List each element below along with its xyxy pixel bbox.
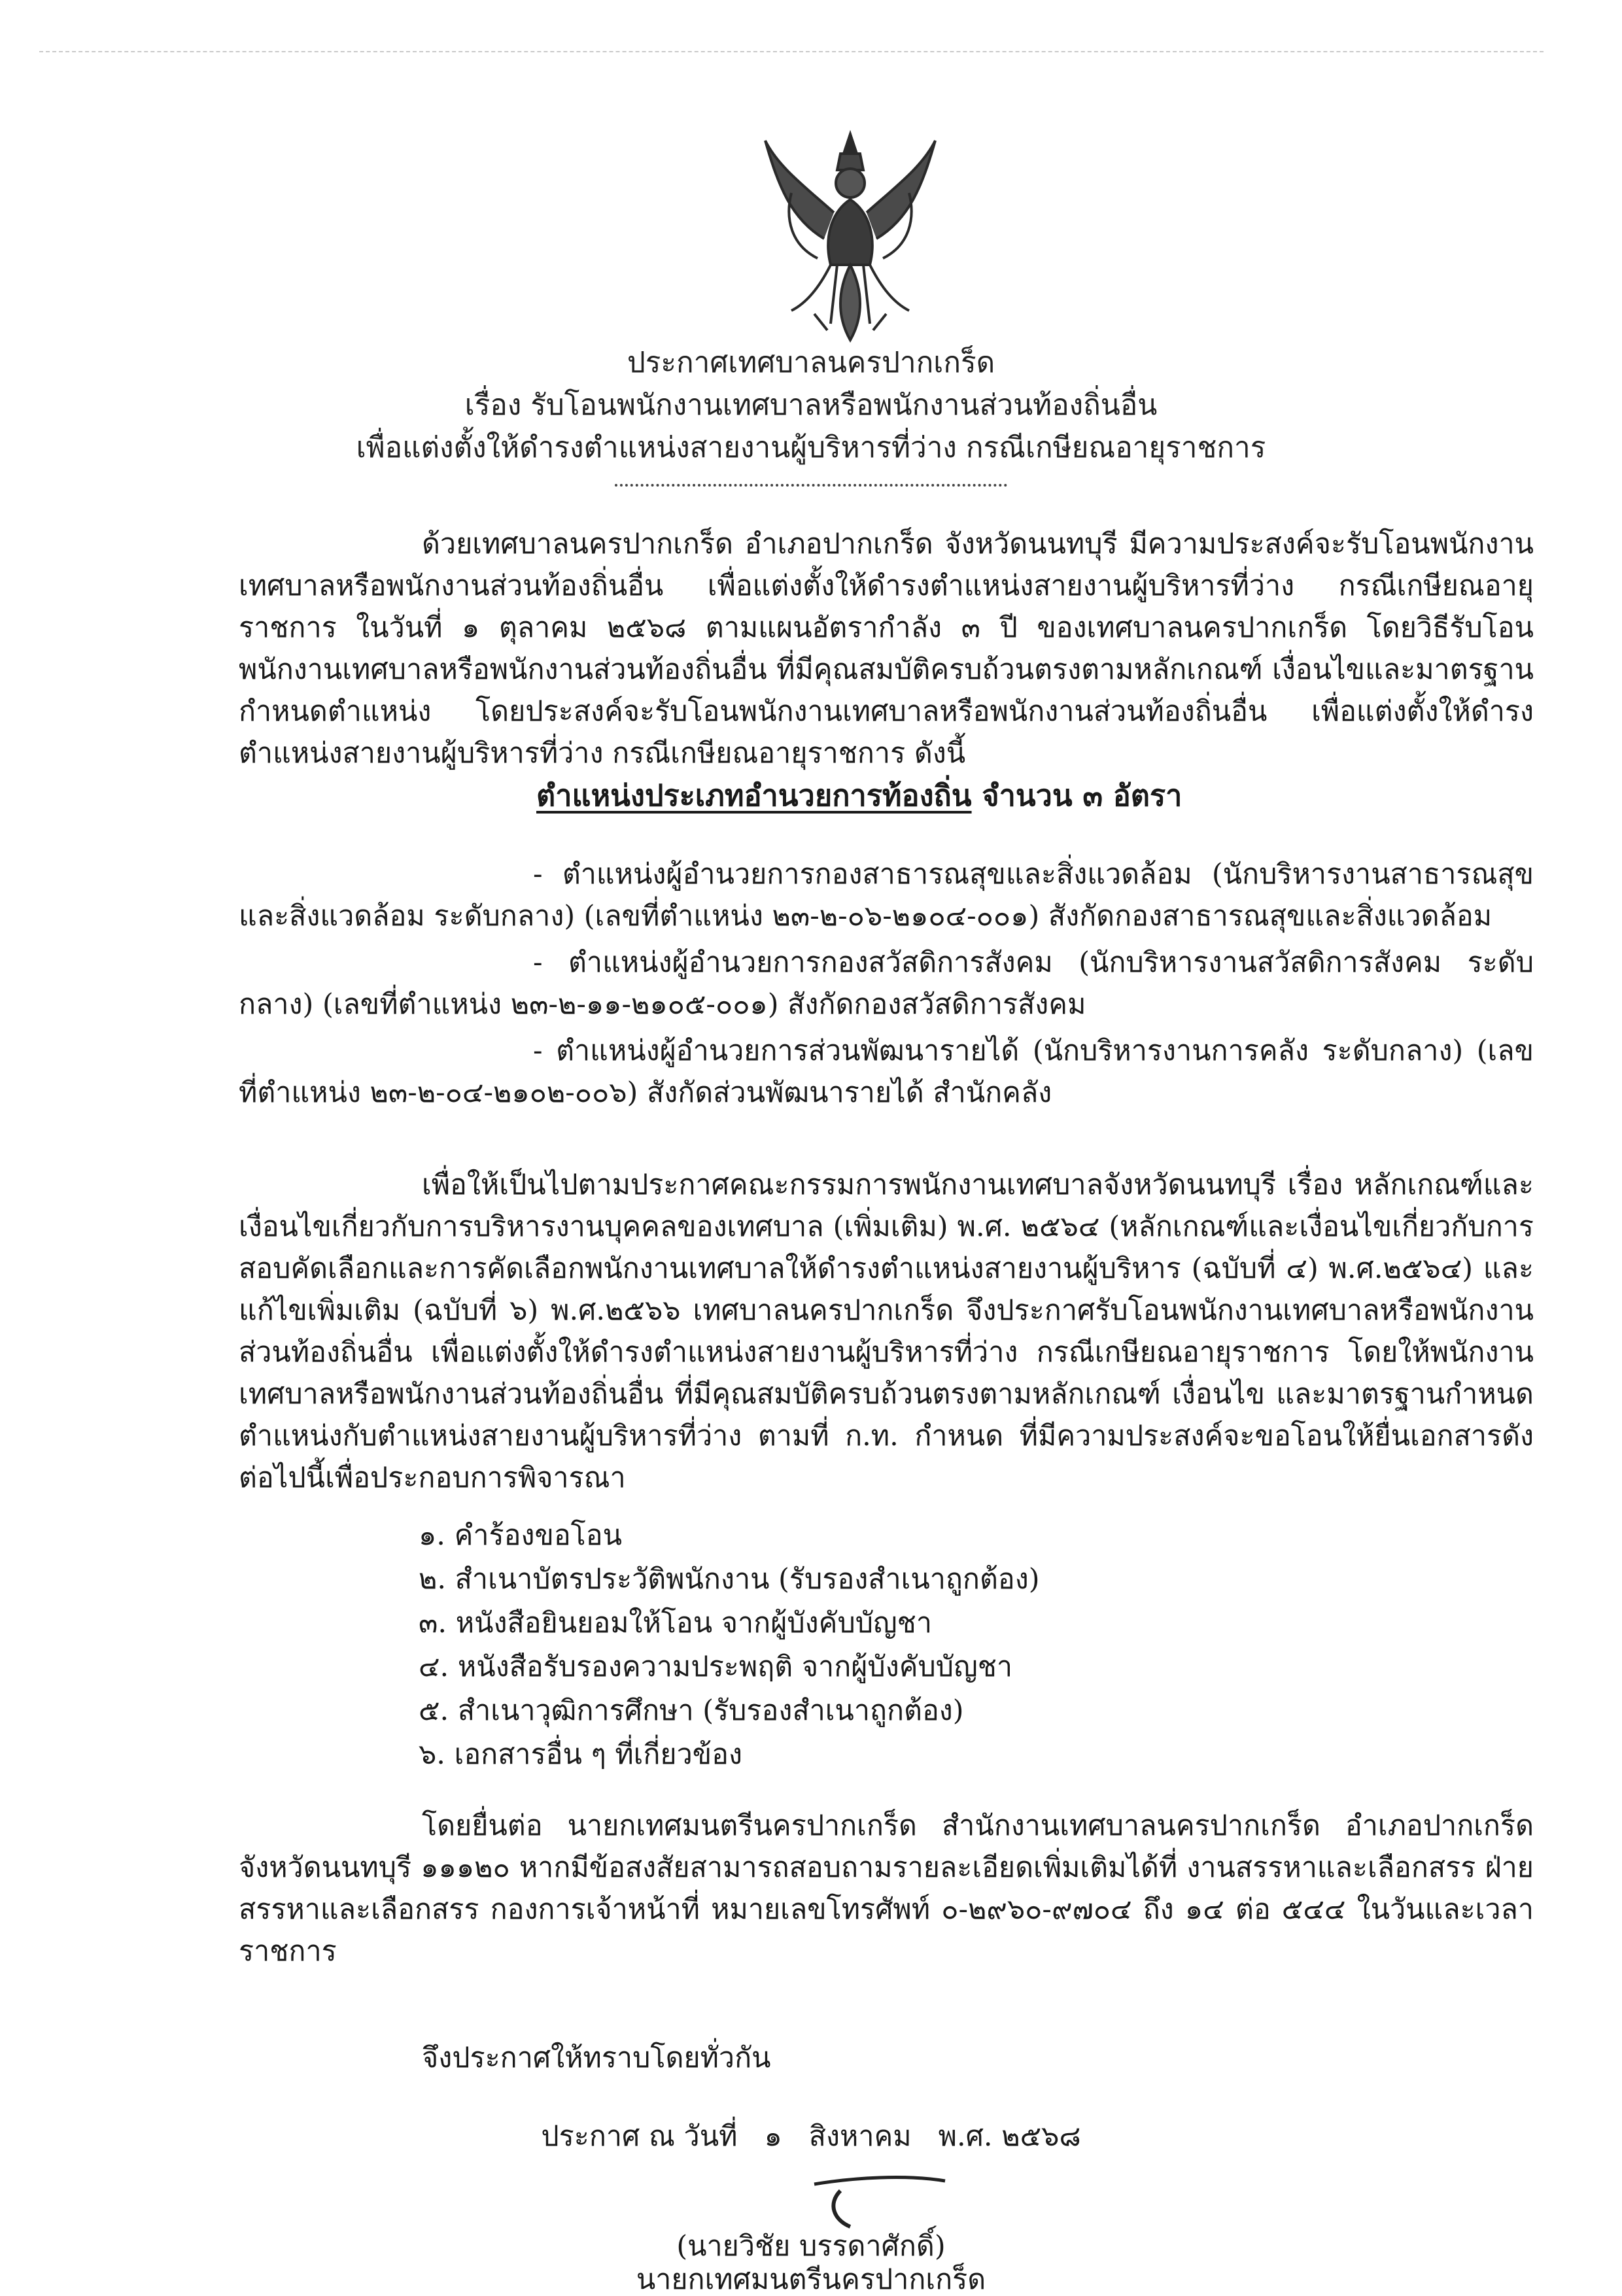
position-item: - ตำแหน่งผู้อำนวยการกองสาธารณสุขและสิ่งแวดล้อม (นักบริหารงานสาธารณสุขและสิ่งแวดล้อม ระดับกลาง) (เลขที่ตำแหน่ง ๒๓-๒-๐๖-๒๑๐๔-๐๐๑) สังกัดกองสาธารณสุขและสิ่งแวดล้อม: [239, 858, 1534, 933]
signer-title: นายกเทศมนตรีนครปากเกร็ด: [636, 2263, 986, 2296]
header-divider: [615, 484, 1007, 487]
position-item: - ตำแหน่งผู้อำนวยการกองสวัสดิการสังคม (นักบริหารงานสวัสดิการสังคม ระดับกลาง) (เลขที่ตำแหน่ง ๒๓-๒-๑๑-๒๑๐๕-๐๐๑) สังกัดกองสวัสดิการสังคม: [239, 946, 1534, 1021]
garuda-emblem-icon: [752, 128, 948, 343]
list-item: ๔. หนังสือรับรองความประพฤติ จากผู้บังคับบัญชา: [419, 1651, 1013, 1683]
list-item: ๖. เอกสารอื่น ๆ ที่เกี่ยวข้อง: [419, 1738, 742, 1771]
date-year: พ.ศ. ๒๕๖๘: [938, 2120, 1081, 2153]
header-title: ประกาศเทศบาลนครปากเกร็ด: [627, 346, 995, 379]
list-item: ๓. หนังสือยินยอมให้โอน จากผู้บังคับบัญชา: [419, 1607, 933, 1639]
date-prefix: ประกาศ ณ วันที่: [541, 2120, 738, 2153]
header-subject: เรื่อง รับโอนพนักงานเทศบาลหรือพนักงานส่วนท้องถิ่นอื่น: [464, 388, 1158, 422]
date-day: ๑: [764, 2120, 782, 2153]
position-type: ตำแหน่งประเภทอำนวยการท้องถิ่น: [536, 778, 972, 813]
list-item: ๕. สำเนาวุฒิการศึกษา (รับรองสำเนาถูกต้อง): [419, 1694, 964, 1727]
basis-paragraph: เพื่อให้เป็นไปตามประกาศคณะกรรมการพนักงานเทศบาลจังหวัดนนทบุรี เรื่อง หลักเกณฑ์และเงื่อนไขเกี่ยวกับการบริหารงานบุคคลของเทศบาล (เพิ่มเติม) พ.ศ. ๒๕๖๔ (หลักเกณฑ์และเงื่อนไขเกี่ยวกับการสอบคัดเลือกและการคัดเลือกพนักงานเทศบาลให้ดำรงตำแหน่งสายงานผู้บริหาร (ฉบับที่ ๔) พ.ศ.๒๕๖๔) และแก้ไขเพิ่มเติม (ฉบับที่ ๖) พ.ศ.๒๕๖๖ เทศบาลนครปากเกร็ด จึงประกาศรับโอนพนักงานเทศบาลหรือพนักงานส่วนท้องถิ่นอื่น เพื่อแต่งตั้งให้ดำรงตำแหน่งสายงานผู้บริหารที่ว่าง กรณีเกษียณอายุราชการ โดยให้พนักงานเทศบาลหรือพนักงานส่วนท้องถิ่นอื่น ที่มีคุณสมบัติครบถ้วนตรงตามหลักเกณฑ์ เงื่อนไข และมาตรฐานกำหนดตำแหน่งกับตำแหน่งสายงานผู้บริหารที่ว่าง ตามที่ ก.ท. กำหนด ที่มีความประสงค์จะขอโอนให้ยื่นเอกสารดังต่อไปนี้เพื่อประกอบการพิจารณา: [239, 1169, 1534, 1494]
intro-paragraph: ด้วยเทศบาลนครปากเกร็ด อำเภอปากเกร็ด จังหวัดนนทบุรี มีความประสงค์จะรับโอนพนักงานเทศบาลหรือพนักงานส่วนท้องถิ่นอื่น เพื่อแต่งตั้งให้ดำรงตำแหน่งสายงานผู้บริหารที่ว่าง กรณีเกษียณอายุราชการ ในวันที่ ๑ ตุลาคม ๒๕๖๘ ตามแผนอัตรากำลัง ๓ ปี ของเทศบาลนครปากเกร็ด โดยวิธีรับโอนพนักงานเทศบาลหรือพนักงานส่วนท้องถิ่นอื่น ที่มีคุณสมบัติครบถ้วนตรงตามหลักเกณฑ์ เงื่อนไขและมาตรฐานกำหนดตำแหน่ง โดยประสงค์จะรับโอนพนักงานเทศบาลหรือพนักงานส่วนท้องถิ่นอื่น เพื่อแต่งตั้งให้ดำรงตำแหน่งสายงานผู้บริหารที่ว่าง กรณีเกษียณอายุราชการ ดังนี้: [239, 528, 1534, 770]
closing-statement: จึงประกาศให้ทราบโดยทั่วกัน: [422, 2042, 771, 2074]
submission-paragraph: โดยยื่นต่อ นายกเทศมนตรีนครปากเกร็ด สำนักงานเทศบาลนครปากเกร็ด อำเภอปากเกร็ด จังหวัดนนทบุรี ๑๑๑๒๐ หากมีข้อสงสัยสามารถสอบถามรายละเอียดเพิ่มเติมได้ที่ งานสรรหาและเลือกสรร ฝ่ายสรรหาและเลือกสรร กองการเจ้าหน้าที่ หมายเลขโทรศัพท์ ๐-๒๙๖๐-๙๗๐๔ ถึง ๑๔ ต่อ ๕๔๔ ในวันและเวลาราชการ: [239, 1809, 1534, 1968]
list-item: ๑. คำร้องขอโอน: [419, 1519, 622, 1552]
date-month: สิงหาคม: [808, 2120, 912, 2153]
list-item: ๒. สำเนาบัตรประวัติพนักงาน (รับรองสำเนาถูกต้อง): [419, 1563, 1040, 1596]
position-count: จำนวน ๓ อัตรา: [982, 778, 1182, 813]
required-documents-list: [419, 1514, 1039, 1777]
header-subject-detail: เพื่อแต่งตั้งให้ดำรงตำแหน่งสายงานผู้บริหารที่ว่าง กรณีเกษียณอายุราชการ: [356, 431, 1266, 464]
signer-name: (นายวิชัย บรรดาศักดิ์): [676, 2230, 946, 2263]
announcement-date: [0, 2116, 1622, 2157]
positions-heading: [536, 775, 1182, 817]
scan-border-line: [39, 51, 1544, 52]
position-item: - ตำแหน่งผู้อำนวยการส่วนพัฒนารายได้ (นักบริหารงานการคลัง ระดับกลาง) (เลขที่ตำแหน่ง ๒๓-๒-๐๔-๒๑๐๒-๐๐๖) สังกัดส่วนพัฒนารายได้ สำนักคลัง: [239, 1035, 1534, 1109]
